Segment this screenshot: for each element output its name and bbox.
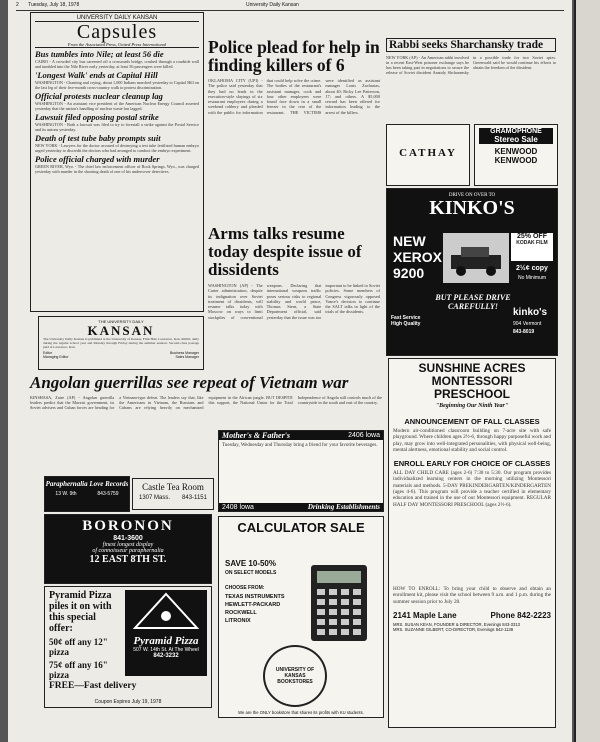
calculator-brand: HEWLETT-PACKARD xyxy=(225,602,281,608)
pizza-coupon: Coupon Expires July 19, 1978 xyxy=(94,699,162,705)
calculator-icon xyxy=(307,563,371,643)
castle-name: Castle Tea Room xyxy=(142,482,204,492)
issue-date: Tuesday, July 18, 1978 xyxy=(28,2,80,8)
boronon-addr: 12 EAST 8TH ST. xyxy=(89,554,167,565)
capsule-headline: Death of test tube baby prompts suit xyxy=(35,133,161,143)
kinkos-car-illustration xyxy=(443,233,509,283)
mothers-phone1: 2406 lowa xyxy=(348,432,380,439)
rabbi-headline: Rabbi seeks Sharchansky trade xyxy=(386,38,556,52)
calculator-brand: TEXAS INSTRUMENTS xyxy=(225,594,285,600)
boronon-tag2: of connoisseur paraphernalia xyxy=(92,548,164,554)
rabbi-story xyxy=(386,38,556,120)
montessori-title: SUNSHINE ACRES MONTESSORI PRESCHOOL xyxy=(418,361,526,401)
editor-label: Editor xyxy=(43,351,53,355)
pizza-phone: 842-3232 xyxy=(153,653,179,659)
paper-name: University Daily Kansan xyxy=(246,2,299,8)
kinkos-addr: 904 Vermont xyxy=(513,321,542,327)
pizza-free: FREE—Fast delivery xyxy=(49,681,137,691)
masthead-staff-2 xyxy=(43,355,199,359)
pizza-offers xyxy=(49,637,123,680)
folio-line xyxy=(16,2,564,11)
boronon-tag1: finest longest display xyxy=(102,542,154,548)
pizza-offer-2: 75¢ off any 16" pizza xyxy=(49,660,108,680)
calculator-illustration xyxy=(307,563,371,643)
sales-manager-label: Sales Manager xyxy=(175,355,199,359)
castle-phone: 843-1151 xyxy=(182,495,207,501)
montessori-director1: MRS. SUSAN KEAN, FOUNDER & DIRECTOR, Evenings 843-3313 xyxy=(393,622,520,628)
kinkos-kodak-box xyxy=(511,233,553,261)
calculator-footer: We are the ONLY bookstore that shares its profits with KU students. xyxy=(238,710,364,715)
montessori-ad xyxy=(388,358,556,728)
angola-body: KINSHASA, Zaire (AP) - Angolan guerrilla leaders predict that the Marxist government, its Soviet advisers and Cuban forces are heading for a Vietnam-type defeat. The leaders say that, like the Americans in Vietnam, the Russians and Cubans are relying heavily on mechanized equipment in the African jungle. BUT DESPITE this support, the National Union for the Total Independence of Angola still controls much of the countryside in the south and east of the country. xyxy=(30,395,382,410)
kinkos-phone: 843-8019 xyxy=(513,329,535,335)
kinkos-name: KINKO'S xyxy=(429,197,515,219)
capsule-headline: Official protests nuclear cleanup lag xyxy=(35,91,163,101)
paraphernalia-ad xyxy=(44,476,130,512)
kinkos-new: NEW xyxy=(393,233,426,249)
capsules-box xyxy=(30,12,204,312)
capsule-headline: 'Longest Walk' ends at Capital Hill xyxy=(35,70,158,80)
masthead-body: The University Daily Kansan is published at the University of Kansas, Flint Hall, Lawrence, Kan. 66045, daily during the regular school year and Monday through Friday during the summer session. Second-class postage paid at Lawrence, Kan. xyxy=(43,337,199,349)
arms-body: WASHINGTON (AP) - The Carter administration, despite its indignation over Soviet treatment of dissidents, will resume talks today with Moscow on ways to limit stockpiles of conventional weapons. Declaring that international weapons traffic poses serious risks to regional stability and world peace, Thomas Stern, a State Department official, said yesterday that the issue was too important to be linked to Soviet policies. Some members of Congress vigorously opposed Vance's decision to continue the SALT talks in light of the trials of the dissidents. xyxy=(208,283,380,320)
arms-story xyxy=(208,225,380,367)
kinkos-pct: 25% OFF xyxy=(517,233,547,240)
calculator-brand: LITRONIX xyxy=(225,618,251,624)
calculator-on: ON SELECT MODELS xyxy=(225,570,277,576)
biz-manager-label: Business Manager xyxy=(170,351,199,355)
pizza-lead: Pyramid Pizza piles it on with this special offer: xyxy=(49,590,112,634)
angola-headline: Angolan guerrillas see repeat of Vietnam war xyxy=(30,373,349,392)
cathay-title: CATHAY xyxy=(399,147,457,159)
police-story xyxy=(208,38,380,218)
calculator-brand: ROCKWELL xyxy=(225,610,257,616)
kinkos-film: KODAK FILM xyxy=(516,240,548,246)
kenwood-1: KENWOOD xyxy=(494,147,538,156)
masthead-box xyxy=(38,316,204,370)
paraphernalia-addr: 13 W. 9th xyxy=(55,491,77,497)
kinkos-price: 2½¢ copy xyxy=(516,265,548,272)
capsule-body: CAIRO - A crowded city bus careened off a crossroads bridge, crashed through a roadside wall and tumbled into the Nile River early yesterday, at least 56 passengers were killed. xyxy=(35,59,199,69)
kinkos-brand: kinko's xyxy=(513,307,548,318)
capsules-title: Capsules xyxy=(76,21,158,43)
kenwood-2: KENWOOD xyxy=(494,156,538,165)
montessori-phone: Phone 842-2223 xyxy=(490,611,551,621)
masthead-kicker: THE UNIVERSITY DAILY xyxy=(98,319,144,324)
montessori-classes: ALL DAY CHILD CARE (ages 2-6) 7:30 to 5:30. Our program provides individualized learning centers in the morning utilizing Montessori materials and methods. 5-DAY PREKINDERGARTEN/KINDERGARTEN (ages 4-6). This program will provide a teacher certified in elementary education and trained in the use of our Montessori equipment. REGULAR HALF DAY MONTESSORI PRESCHOOL (ages 2½-6). xyxy=(393,470,551,508)
capsule-body: NEW YORK - Lawyers for the doctor accused of destroying a test tube fertilized human embryo urged yesterday to discredit the doctors who had arranged to conduct the embryo experiment. xyxy=(35,143,199,153)
kinkos-service: Fast Service High Quality xyxy=(391,315,421,327)
pizza-ad xyxy=(44,586,212,708)
mothers-title: Mother's & Father's xyxy=(222,431,291,440)
calculator-title: CALCULATOR SALE xyxy=(237,520,365,535)
capsule-headline: Lawsuit filed opposing postal strike xyxy=(35,112,159,122)
mothers-body: Tuesday, Wednesday and Thursday bring a friend for your favorite beverages. xyxy=(222,443,378,448)
kinkos-top: DRIVE ON OVER TO xyxy=(448,193,496,198)
kinkos-xerox: XEROX xyxy=(393,249,443,265)
mothers-footer xyxy=(219,503,383,511)
calculator-brands xyxy=(225,593,303,625)
masthead-title: KANSAN xyxy=(87,323,155,338)
montessori-motto: "Beginning Our Ninth Year" xyxy=(435,403,509,409)
paraphernalia-contact xyxy=(45,491,129,497)
montessori-note: HOW TO ENROLL: To bring your child to observe and obtain an enrollment kit, please visit the school between 9 a.m. and 1 p.m. during the summer session prior to July 28. xyxy=(393,586,551,605)
pizza-logo: Pyramid Pizza xyxy=(133,635,199,647)
rabbi-body: NEW YORK (AP) - An American rabbi involved in a recent East-West prisoner exchange says he has been taking part in negotiations to secure the release of Soviet dissident Anatoly Shcharansky in a possible trade for two Soviet spies. Greenwald said he would continue his efforts to obtain the freedom of the dissident. xyxy=(386,55,556,75)
pizza-offer-1: 50¢ off any 12" pizza xyxy=(49,637,108,657)
calculator-save: SAVE 10-50% xyxy=(225,559,276,568)
montessori-announce: ANNOUNCEMENT OF FALL CLASSES xyxy=(404,417,540,426)
boronon-ad xyxy=(44,514,212,584)
kinkos-minimum: No Minimum xyxy=(517,275,547,281)
pizza-addr: 507 W. 14th St. At The Wheel xyxy=(133,647,199,653)
kinkos-model: 9200 xyxy=(393,265,425,281)
arms-headline: Arms talks resume today despite issue of dissidents xyxy=(208,224,362,279)
capsule-body: GREEN RIVER, Wyo. - The chief law enforcement officer of Rock Springs, Wyo., was charged yesterday with murder in the shooting death of one of his undercover detectives. xyxy=(35,164,199,174)
newspaper-page xyxy=(8,0,572,742)
gramophone-sub: Stereo Sale xyxy=(479,135,553,144)
capsules-kicker: UNIVERSITY DAILY KANSAN xyxy=(35,15,199,22)
montessori-enroll: ENROLL EARLY FOR CHOICE OF CLASSES xyxy=(393,459,551,469)
gramophone-ad xyxy=(474,124,558,186)
managing-editor-label: Managing Editor xyxy=(43,355,69,359)
car-icon xyxy=(443,233,509,283)
pizza-logo-panel xyxy=(125,590,207,676)
gramophone-title: GRAMOPHONE xyxy=(479,128,553,135)
castle-contact xyxy=(133,495,213,501)
kinkos-tagline: BUT PLEASE DRIVE CAREFULLY! xyxy=(435,293,511,311)
capsules-credit: From the Associated Press, United Press International xyxy=(35,42,199,48)
police-headline: Police plead for help in finding killers of 6 xyxy=(208,37,380,75)
montessori-contact xyxy=(393,611,551,620)
castle-addr: 1307 Mass. xyxy=(139,495,171,501)
police-body: OKLAHOMA CITY (UPI) - The police said yesterday that they had no leads in the execution-style slayings of six restaurant employees during a weekend robbery and pleaded with the public for information that could help solve the crime. The bodies of the restaurant's assistant manager, cook and four other employees were found face down in a small freezer in the rear of the restaurant. THE VICTIMS were identified as assistant manager Louis Zacharias, about 40; Ricky Lee Patterson, 17; and others. A $5,000 reward has been offered for information leading to the arrest of the killers. xyxy=(208,78,380,115)
kinkos-ad xyxy=(386,188,558,356)
capsule-body: WASHINGTON - Chanting and crying, about 1,000 Indians marched yesterday to Capitol Hill on the last leg of their five-month cross-country walk to protest discrimination. xyxy=(35,80,199,90)
boronon-title: BORONON xyxy=(82,518,174,534)
mothers-sub: Drinking Establishments xyxy=(307,503,380,511)
paraphernalia-phone: 843-5759 xyxy=(97,491,119,497)
capsule-body: WASHINGTON - An assistant vice president of the American Nuclear Energy Council asserted yesterday that the nation's handling of nuclear waste has lagged. xyxy=(35,101,199,111)
calculator-ad xyxy=(218,516,384,718)
capsule-headline: Bus tumbles into Nile; at least 56 die xyxy=(35,49,164,59)
mothers-header xyxy=(219,431,383,440)
page-number: 2 xyxy=(16,2,19,8)
bookstore-seal xyxy=(263,645,327,707)
montessori-director2: MRS. SUZANNE GILBERT, CO-DIRECTOR, Evenings 842-1138 xyxy=(393,627,514,633)
capsule-headline: Police official charged with murder xyxy=(35,154,160,164)
mothers-phone2: 2408 lowa xyxy=(222,503,254,511)
paraphernalia-title: Paraphernalia Love Records xyxy=(45,480,129,488)
calculator-choose: CHOOSE FROM: xyxy=(225,585,265,591)
montessori-intro: Modern air-conditioned classroom building on 7-acre site with safe playground. Where children ages 2½-6, through happy purposeful work and play, may grow into well-integrated personalities, with physical well-being, mental alertness, emotional stability and social control. xyxy=(393,428,551,453)
boronon-phone: 841-3600 xyxy=(113,535,143,542)
castle-ad xyxy=(132,478,214,510)
seal-text: UNIVERSITY OF KANSAS BOOKSTORES xyxy=(275,667,315,685)
cathay-ad xyxy=(386,124,470,186)
pyramid-icon xyxy=(125,590,207,630)
capsule-body: WASHINGTON - Both a lawsuit was filed to try to forestall a strike against the Postal Service and its unions yesterday. xyxy=(35,122,199,132)
adjacent-page-edge xyxy=(574,0,600,742)
capsules-list xyxy=(35,50,199,174)
montessori-addr: 2141 Maple Lane xyxy=(393,611,457,621)
mothers-ad xyxy=(218,430,384,512)
